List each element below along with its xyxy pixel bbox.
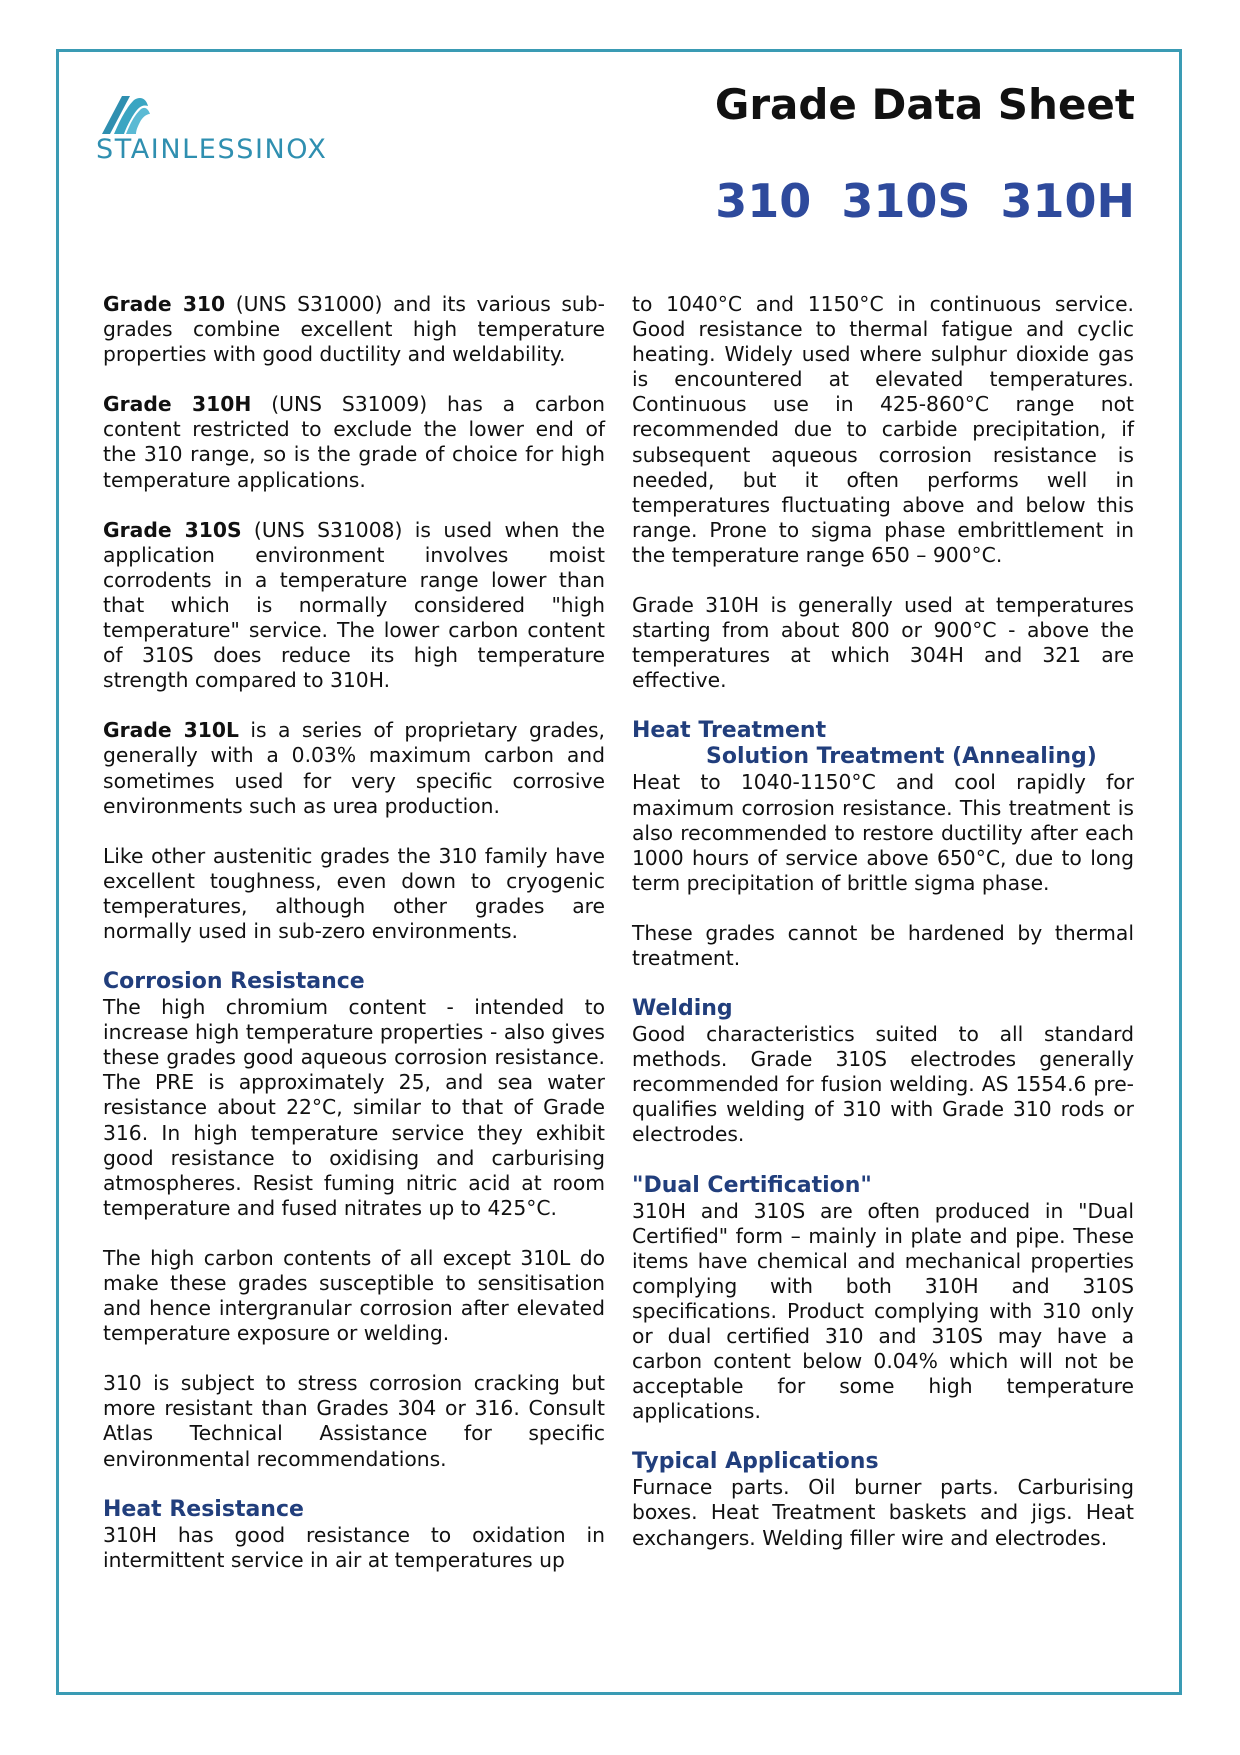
paragraph-dual-certification: 310H and 310S are often produced in "Dual Certified" form – mainly in plate and pipe. These items have chemical and mechanical properties complying with both 310H and 310S specifications. Product complying with 310 only or dual certified 310 and 310S may have a carbon content below 0.04% which will not be acceptable for some high temperature applications. bbox=[632, 1198, 1134, 1424]
paragraph-welding: Good characteristics suited to all standard methods. Grade 310S electrodes generally recommended for fusion welding. AS 1554.6 pre-qualifies welding of 310 with Grade 310 rods or electrodes. bbox=[632, 1022, 1134, 1147]
brand-name: STAINLESSINOX bbox=[96, 134, 328, 165]
paragraph-corrosion-2: The high carbon contents of all except 310L do make these grades susceptible to sensitisation and hence intergranular corrosion after elevated temperature exposure or welding. bbox=[103, 1245, 605, 1346]
paragraph-grade-310h: Grade 310H (UNS S31009) has a carbon content restricted to exclude the lower end of the 310 range, so is the grade of choice for high temperature applications. bbox=[103, 392, 605, 492]
paragraph-heat-treatment-2: These grades cannot be hardened by thermal treatment. bbox=[632, 920, 1134, 970]
right-column bbox=[632, 292, 1134, 1551]
paragraph-heat-resistance-2: Grade 310H is generally used at temperatures starting from about 800 or 900°C - above the temperatures at which 304H and 321 are effective. bbox=[632, 593, 1134, 693]
paragraph-corrosion-1: The high chromium content - intended to increase high temperature properties - also gives these grades good aqueous corrosion resistance. The PRE is approximately 25, and sea water resistance about 22°C, similar to that of Grade 316. In high temperature service they exhibit good resistance to oxidising and carburising atmospheres. Resist fuming nitric acid at room temperature and fused nitrates up to 425°C. bbox=[103, 995, 605, 1220]
heading-typical-applications: Typical Applications bbox=[632, 1449, 879, 1475]
grade-list: 310 310S 310H bbox=[715, 174, 1135, 228]
paragraph-typical-applications: Furnace parts. Oil burner parts. Carburising boxes. Heat Treatment baskets and jigs. Heat exchangers. Welding filler wire and electrodes. bbox=[632, 1475, 1134, 1550]
heading-heat-treatment: Heat Treatment bbox=[632, 718, 827, 744]
left-column bbox=[103, 292, 605, 1573]
paragraph-grade-310: Grade 310 (UNS S31000) and its various sub-grades combine excellent high temperature properties with good ductility and weldability. bbox=[103, 292, 605, 367]
subheading-solution-treatment: Solution Treatment (Annealing) bbox=[706, 744, 1097, 770]
paragraph-heat-resistance-start: 310H has good resistance to oxidation in intermittent service in air at temperatures up bbox=[103, 1522, 605, 1572]
heading-welding: Welding bbox=[632, 996, 733, 1022]
company-logo bbox=[96, 92, 416, 172]
paragraph-heat-resistance-cont: to 1040°C and 1150°C in continuous service. Good resistance to thermal fatigue and cyclic heating. Widely used where sulphur dioxide gas is encountered at elevated temperatures. Continuous use in 425-860°C range not recommended due to carbide precipitation, if subsequent aqueous corrosion resistance is needed, but it often performs well in temperatures fluctuating above and below this range. Prone to sigma phase embrittlement in the temperature range 650 – 900°C. bbox=[632, 292, 1134, 567]
stainlessinox-wave-icon bbox=[96, 92, 152, 136]
paragraph-corrosion-3: 310 is subject to stress corrosion cracking but more resistant than Grades 304 or 316. Consult Atlas Technical Assistance for specific environmental recommendations. bbox=[103, 1371, 605, 1471]
heading-dual-certification: "Dual Certification" bbox=[632, 1172, 872, 1198]
paragraph-austenitic: Like other austenitic grades the 310 family have excellent toughness, even down to cryogenic temperatures, although other grades are normally used in sub-zero environments. bbox=[103, 843, 605, 943]
paragraph-grade-310l: Grade 310L is a series of proprietary grades, generally with a 0.03% maximum carbon and sometimes used for very specific corrosive environments such as urea production. bbox=[103, 718, 605, 818]
paragraph-heat-treatment-1: Heat to 1040-1150°C and cool rapidly for maximum corrosion resistance. This treatment is also recommended to restore ductility after each 1000 hours of service above 650°C, due to long term precipitation of brittle sigma phase. bbox=[632, 770, 1134, 895]
paragraph-grade-310s: Grade 310S (UNS S31008) is used when the application environment involves moist corrodents in a temperature range lower than that which is normally considered "high temperature" service. The lower carbon content of 310S does reduce its high temperature strength compared to 310H. bbox=[103, 517, 605, 693]
heading-corrosion-resistance: Corrosion Resistance bbox=[103, 969, 365, 995]
heading-heat-resistance: Heat Resistance bbox=[103, 1496, 304, 1522]
page-title: Grade Data Sheet bbox=[714, 80, 1135, 129]
